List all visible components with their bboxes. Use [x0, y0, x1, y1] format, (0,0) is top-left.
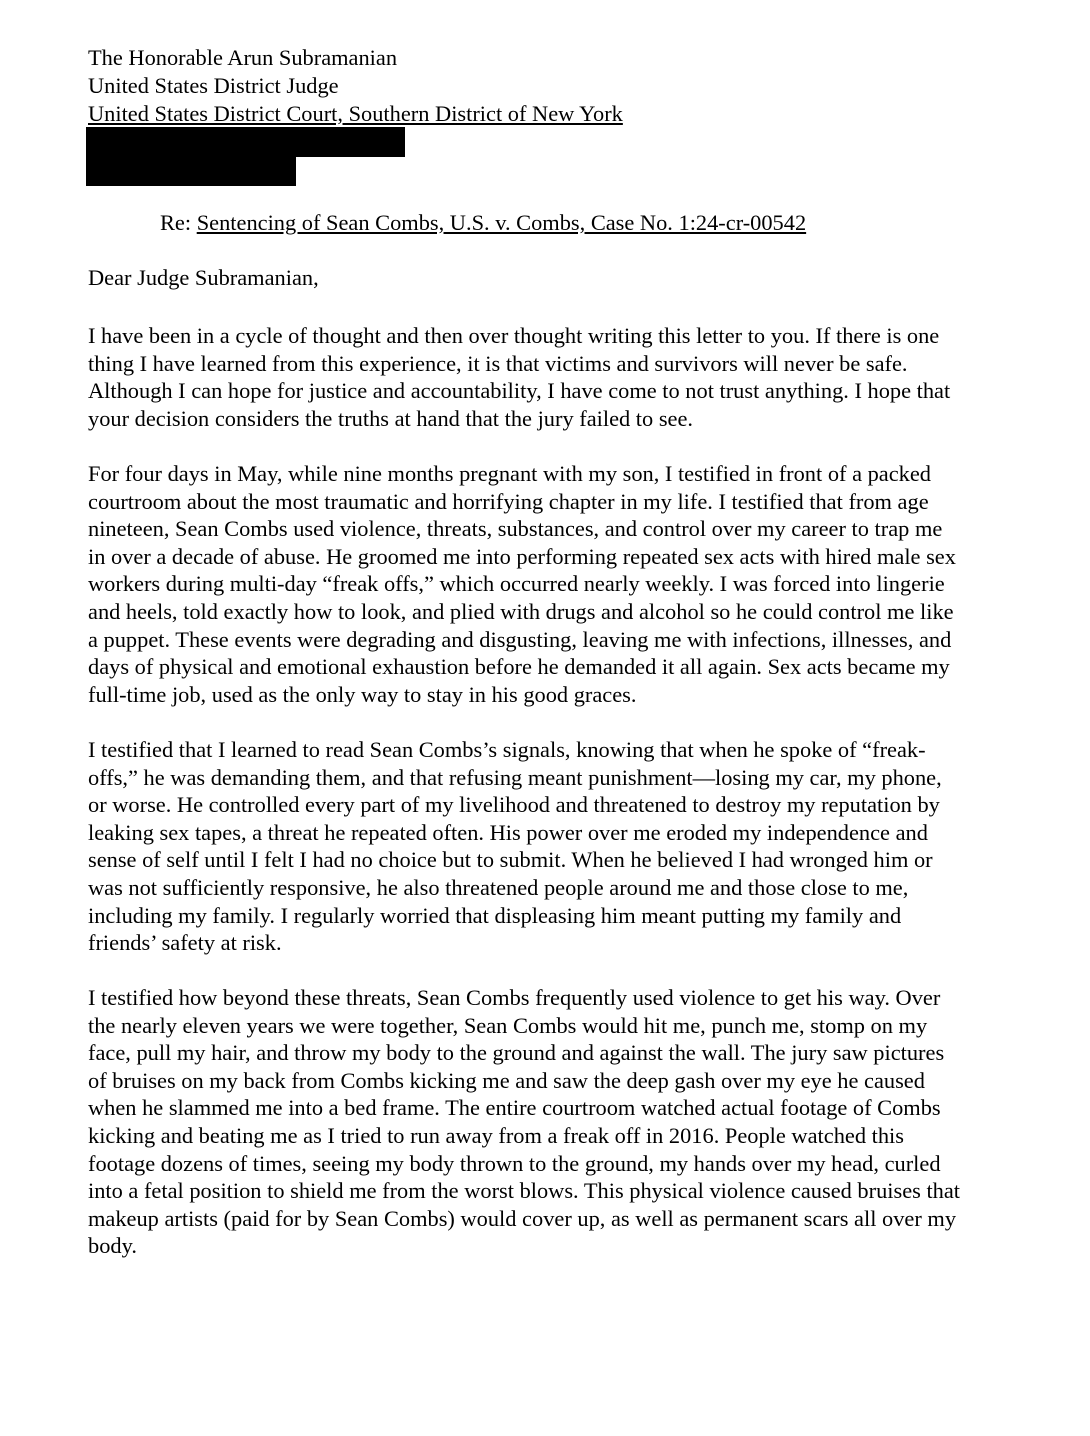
paragraph-4 [88, 984, 1048, 1260]
text-line: face, pull my hair, and throw my body to the ground and against the wall. The jury saw pictures [88, 1040, 945, 1066]
text-line: kicking and beating me as I tried to run away from a freak off in 2016. People watched this [88, 1122, 904, 1148]
reference-prefix: Re: [160, 210, 197, 235]
text-line: Although I can hope for justice and accountability, I have come to not trust anything. I hope that [88, 378, 951, 404]
reference-subject: Sentencing of Sean Combs, U.S. v. Combs, Case No. 1:24-cr-00542 [196, 210, 807, 235]
text-line: full-time job, used as the only way to stay in his good graces. [88, 681, 637, 707]
text-line: I testified that I learned to read Sean Combs’s signals, knowing that when he spoke of “freak- [88, 737, 926, 762]
text-line: your decision considers the truths at hand that the jury failed to see. [88, 405, 694, 431]
text-line: footage dozens of times, seeing my body thrown to the ground, my hands over my head, curled [88, 1150, 941, 1176]
redaction-block-top [86, 127, 405, 157]
text-line: thing I have learned from this experience, it is that victims and survivors will never be safe. [88, 350, 908, 376]
text-line: including my family. I regularly worried that displeasing him meant putting my family and [88, 902, 902, 928]
text-line: courtroom about the most traumatic and horrifying chapter in my life. I testified that from age [88, 488, 929, 514]
text-line: into a fetal position to shield me from the worst blows. This physical violence caused bruises that [88, 1178, 961, 1204]
text-line: and heels, told exactly how to look, and plied with drugs and alcohol so he could control me like [88, 598, 954, 624]
text-line: the nearly eleven years we were together, Sean Combs would hit me, punch me, stomp on my [88, 1012, 928, 1038]
text-line: days of physical and emotional exhaustion before he demanded it all again. Sex acts became my [88, 654, 950, 680]
text-line: body. [88, 1233, 137, 1259]
redaction-block-bottom [86, 155, 296, 186]
text-line: friends’ safety at risk. [88, 930, 282, 956]
text-line: offs,” he was demanding them, and that refusing meant punishment—losing my car, my phone, [88, 764, 942, 790]
text-line: was not sufficiently responsive, he also threatened people around me and those close to me, [88, 874, 909, 900]
text-line: For four days in May, while nine months pregnant with my son, I testified in front of a packed [88, 461, 932, 486]
text-line: I testified how beyond these threats, Sean Combs frequently used violence to get his way. Over [88, 985, 941, 1010]
recipient-court: United States District Court, Southern District of New York [88, 101, 623, 126]
recipient-title: United States District Judge [88, 73, 339, 98]
reference-line [160, 209, 806, 237]
text-line: makeup artists (paid for by Sean Combs) would cover up, as well as permanent scars all over my [88, 1205, 957, 1231]
paragraph-3 [88, 736, 1048, 957]
text-line: I have been in a cycle of thought and then over thought writing this letter to you. If there is one [88, 323, 940, 348]
text-line: a puppet. These events were degrading and disgusting, leaving me with infections, illnesses, and [88, 626, 952, 652]
text-line: sense of self until I felt I had no choice but to submit. When he believed I had wronged him or [88, 847, 933, 873]
paragraph-1 [88, 322, 1048, 432]
paragraph-2 [88, 460, 1048, 708]
salutation: Dear Judge Subramanian, [88, 265, 319, 290]
text-line: nineteen, Sean Combs used violence, threats, substances, and control over my career to trap me [88, 516, 943, 542]
text-line: leaking sex tapes, a threat he repeated often. His power over me eroded my independence and [88, 819, 928, 845]
text-line: of bruises on my back from Combs kicking me and saw the deep gash over my eye he caused [88, 1067, 925, 1093]
recipient-name: The Honorable Arun Subramanian [88, 45, 398, 70]
text-line: workers during multi-day “freak offs,” which occurred nearly weekly. I was forced into lingerie [88, 571, 945, 597]
text-line: or worse. He controlled every part of my livelihood and threatened to destroy my reputation by [88, 792, 940, 818]
text-line: when he slammed me into a bed frame. The entire courtroom watched actual footage of Combs [88, 1095, 941, 1121]
text-line: in over a decade of abuse. He groomed me into performing repeated sex acts with hired male sex [88, 543, 956, 569]
